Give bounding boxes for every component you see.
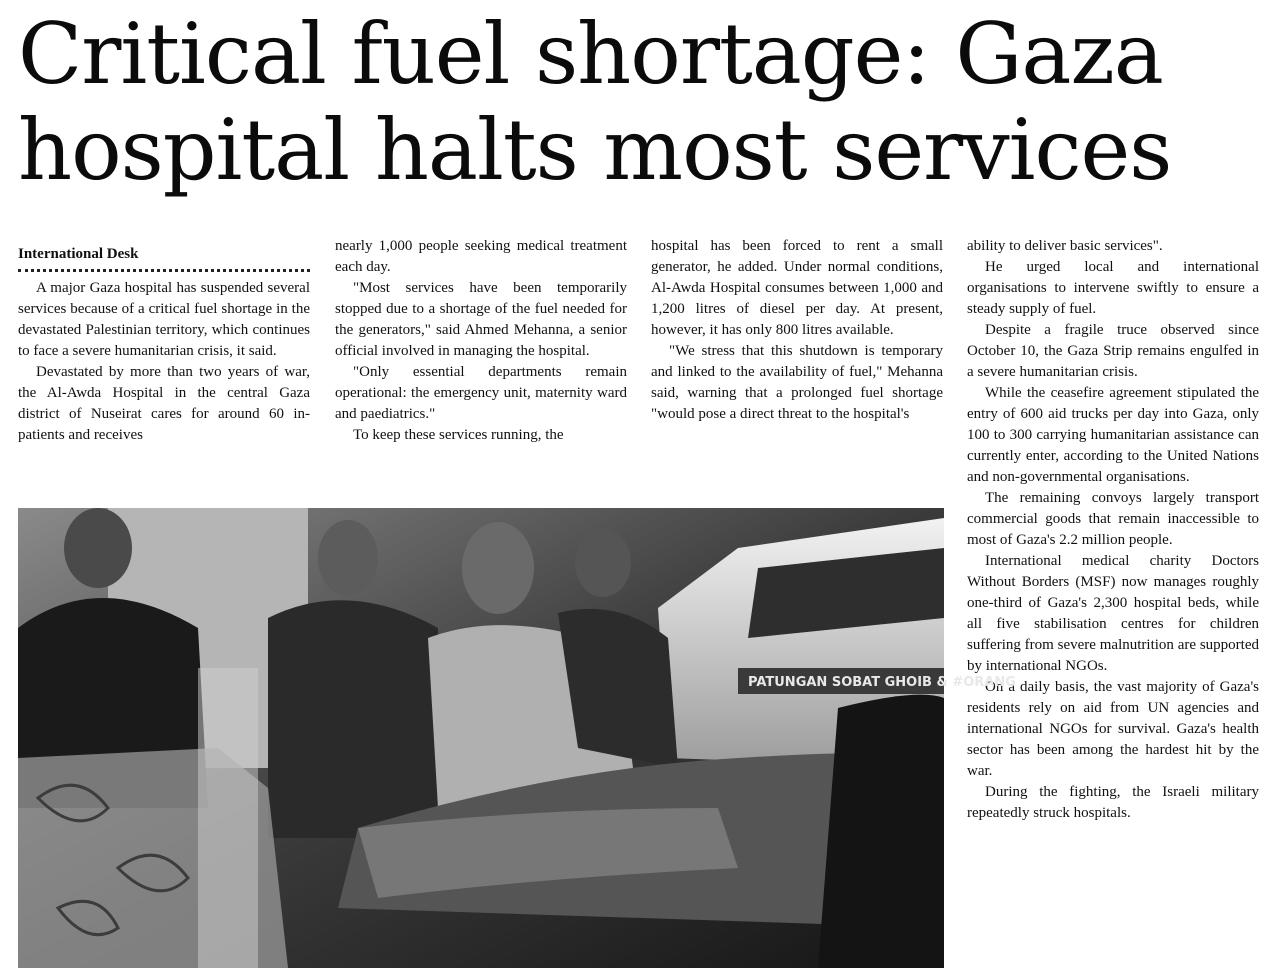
paragraph: Despite a fragile truce observed since October 10, the Gaza Strip remains engulfed in a severe humanitarian crisis. — [967, 322, 1259, 380]
paragraph: To keep these services running, the — [353, 427, 564, 443]
paragraph: While the ceasefire agreement stipulated the entry of 600 aid trucks per day into Gaza, only 100 to 300 carrying humanitarian assistance can currently enter, according to the United Nations and non-governmental organisations. — [967, 385, 1259, 485]
paragraph: hospital has been forced to rent a small generator, he added. Under normal conditions, Al-Awda Hospital consumes between 1,000 and 1,200 litres of diesel per day. At present, however, it has only 800 litres available. — [651, 238, 943, 338]
paragraph: "We stress that this shutdown is temporary and linked to the availability of fuel," Mehanna said, warning that a prolonged fuel shortage "would pose a direct threat to the hospital's — [651, 343, 943, 422]
person-head-shape — [462, 522, 534, 614]
ambulance-text: PATUNGAN SOBAT GHOIB & #ORANG — [748, 675, 1016, 690]
paragraph: Devastated by more than two years of war, the Al-Awda Hospital in the central Gaza district of Nuseirat cares for around 60 in-patients and receives — [18, 364, 310, 443]
paragraph: International medical charity Doctors Without Borders (MSF) now manages roughly one-third of Gaza's 2,300 hospital beds, while all five stabilisation centres for children suffering from severe malnutrition are supported by international NGOs. — [967, 553, 1259, 674]
news-photo — [18, 508, 1016, 968]
door-frame-shape — [198, 668, 258, 968]
headline: Critical fuel shortage: Gaza hospital halts most services — [18, 5, 1172, 199]
person-head-shape — [318, 520, 378, 596]
person-head-shape — [575, 529, 631, 597]
article-column-3 — [651, 236, 943, 425]
paragraph: nearly 1,000 people seeking medical treatment each day. — [335, 238, 627, 275]
paragraph: He urged local and international organisations to intervene swiftly to ensure a steady supply of fuel. — [967, 259, 1259, 317]
paragraph: On a daily basis, the vast majority of Gaza's residents rely on aid from UN agencies and international NGOs for survival. Gaza's health sector has been among the hardest hit by the war. — [967, 679, 1259, 779]
byline: International Desk — [18, 244, 310, 272]
paragraph: "Most services have been temporarily stopped due to a shortage of the fuel needed for the generators," said Ahmed Mehanna, a senior official involved in managing the hospital. — [335, 280, 627, 359]
person-body-shape — [268, 600, 438, 838]
article-column-2 — [335, 236, 627, 446]
foreground-person-shape — [818, 695, 944, 968]
paragraph: ability to deliver basic services". — [967, 238, 1163, 254]
paragraph: The remaining convoys largely transport commercial goods that remain inaccessible to most of Gaza's 2.2 million people. — [967, 490, 1259, 548]
person-head-shape — [64, 508, 132, 588]
paragraph: During the fighting, the Israeli military repeatedly struck hospitals. — [967, 784, 1259, 821]
article-column-1 — [18, 244, 310, 446]
article-column-4 — [967, 236, 1259, 824]
paragraph: A major Gaza hospital has suspended several services because of a critical fuel shortage in the devastated Palestinian territory, which continues to face a severe humanitarian crisis, it said. — [18, 280, 310, 359]
paragraph: "Only essential departments remain operational: the emergency unit, maternity ward and paediatrics." — [335, 364, 627, 422]
